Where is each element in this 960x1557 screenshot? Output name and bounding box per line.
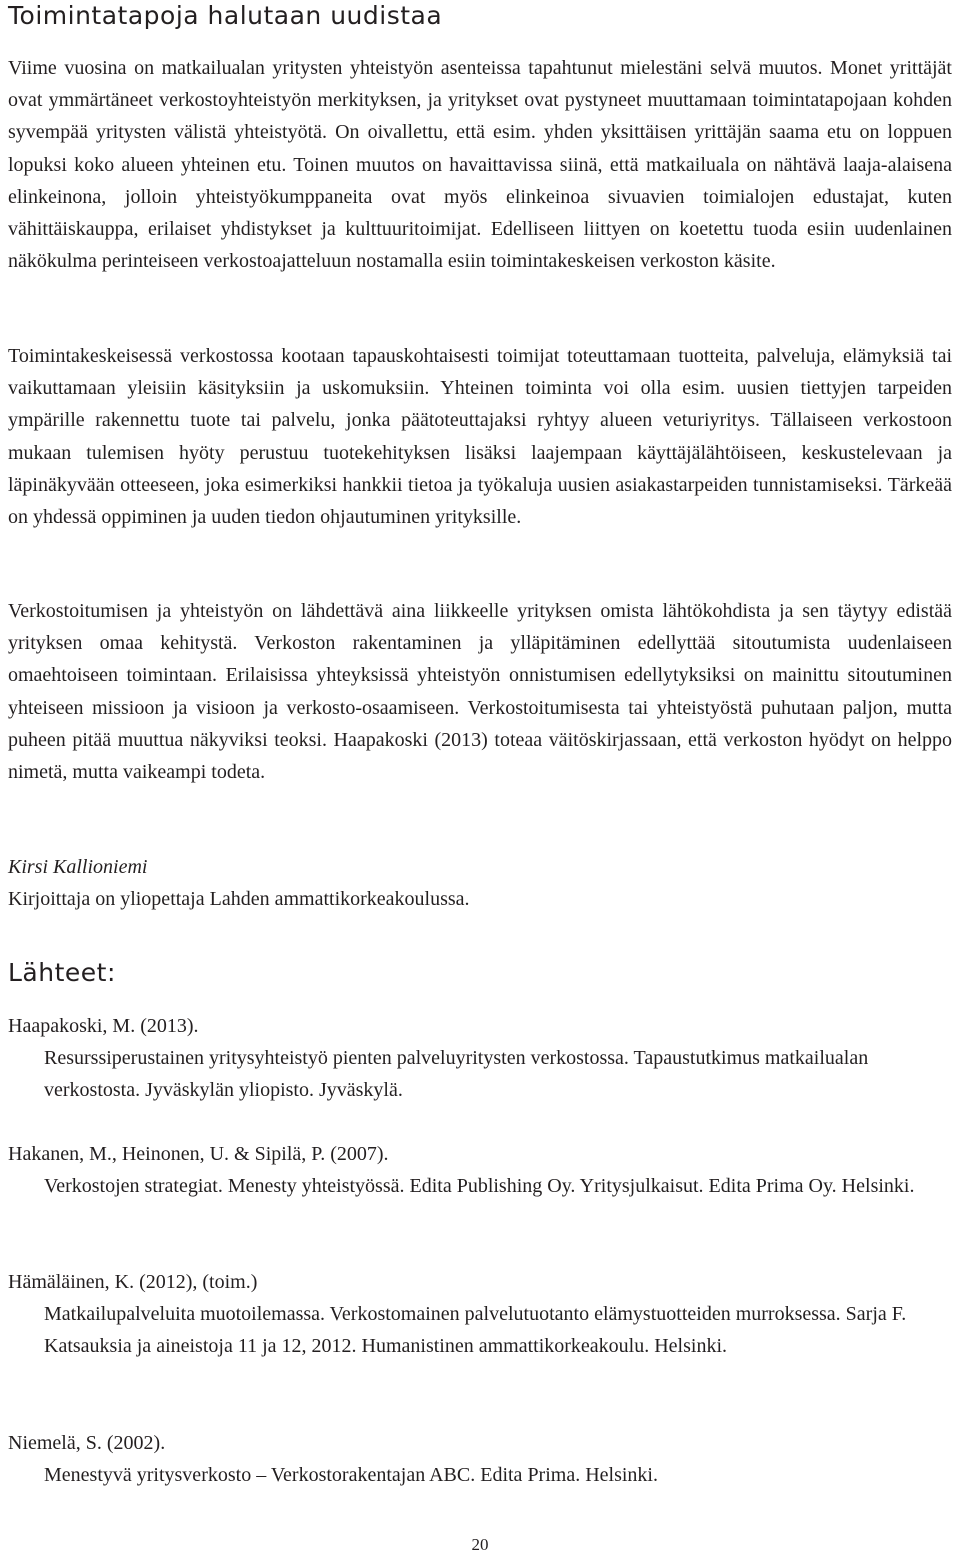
reference-author: Niemelä, S. (2002).: [8, 1432, 166, 1454]
page-number: 20: [471, 1535, 489, 1554]
reference-author: Hämäläinen, K. (2012), (toim.): [8, 1271, 258, 1293]
body-paragraph-1: Viime vuosina on matkailualan yritysten yhteistyön asenteissa tapahtunut mielestäni selvä muutos. Monet yrittäjät ovat ymmärtäneet verkostoyhteistyön merkityksen, ja yritykset ovat pystyneet muuttamaan toimintatapojaan kohden syvempää yritysten välistä yhteistyötä. On oivallettu, että esim. yhden yksittäisen yrittäjän saama etu on loppuen lopuksi koko alueen yhteinen etu. Toinen muutos on havaittavissa siinä, että matkailuala on nähtävä laaja-alaisena elinkeinona, jolloin yhteistyökumppaneita ovat myös elinkeinoa sivuavien toimialojen edustajat, kuten vähittäiskauppa, erilaiset yhdistykset ja kulttuuritoimijat. Edelliseen liittyen on koetettu tuoda esiin uudenlainen näkökulma perinteiseen verkostoajatteluun nostamalla esiin toimintakeskeisen verkoston käsite.: [8, 57, 952, 273]
reference-author: Hakanen, M., Heinonen, U. & Sipilä, P. (2007).: [8, 1143, 389, 1165]
references-heading: Lähteet:: [8, 958, 116, 987]
body-paragraph-2: Toimintakeskeisessä verkostossa kootaan tapauskohtaisesti toimijat toteuttamaan tuotteita, palveluja, elämyksiä tai vaikuttamaan yleisiin käsityksiin ja uskomuksiin. Yhteinen toiminta voi olla esim. uusien tiettyjen tarpeiden ympärille rakennettu tuote tai palvelu, jonka päätoteuttajaksi ryhtyy alueen veturiyritys. Tällaiseen verkostoon mukaan tulemisen hyöty perustuu tuotekehityksen lisäksi laajempaan käyttäjälähtöiseen, keskustelevaan ja läpinäkyvään otteeseen, joka esimerkiksi hankkii tietoa ja työkaluja uusien asiakastarpeiden tunnistamiseksi. Tärkeää on yhdessä oppiminen ja uuden tiedon ohjautuminen yrityksille.: [8, 345, 952, 529]
reference-entry: [8, 1010, 952, 1107]
author-note: Kirjoittaja on yliopettaja Lahden ammattikorkeakoulussa.: [8, 888, 470, 911]
reference-detail: Matkailupalveluita muotoilemassa. Verkostomainen palvelutuotanto elämystuotteiden murroksessa. Sarja F. Katsauksia ja aineistoja 11 ja 12, 2012. Humanistinen ammattikorkeakoulu. Helsinki.: [44, 1303, 907, 1358]
section-heading: Toimintatapoja halutaan uudistaa: [8, 1, 443, 30]
reference-detail: Resurssiperustainen yritysyhteistyö pienten palveluyritysten verkostossa. Tapaustutkimus matkailualan verkostosta. Jyväskylän yliopisto. Jyväskylä.: [44, 1047, 869, 1102]
reference-detail: Verkostojen strategiat. Menesty yhteistyössä. Edita Publishing Oy. Yritysjulkaisut. Edita Prima Oy. Helsinki.: [44, 1175, 915, 1198]
reference-entry: [8, 1138, 952, 1202]
reference-author: Haapakoski, M. (2013).: [8, 1015, 199, 1037]
reference-entry: [8, 1427, 952, 1491]
body-paragraph-3: Verkostoitumisen ja yhteistyön on lähdettävä aina liikkeelle yrityksen omista lähtökohdista ja sen täytyy edistää yrityksen omaa kehitystä. Verkoston rakentaminen ja ylläpitäminen edellyttää sitoutumista uudenlaiseen omaehtoiseen toimintaan. Erilaisissa yhteyksissä yhteistyön onnistumisen edellytyksiksi on mainittu sitoutuminen yhteiseen missioon ja visioon ja verkosto-osaamiseen. Verkostoitumisesta tai yhteistyöstä puhutaan paljon, mutta puheen pitää muuttua näkyviksi teoksi. Haapakoski (2013) toteaa väitöskirjassaan, että verkoston hyödyt on helppo nimetä, mutta vaikeampi todeta.: [8, 600, 952, 784]
author-name: Kirsi Kallioniemi: [8, 856, 148, 878]
author-block: [8, 851, 470, 915]
reference-entry: [8, 1266, 952, 1363]
reference-detail: Menestyvä yritysverkosto – Verkostorakentajan ABC. Edita Prima. Helsinki.: [44, 1464, 658, 1487]
